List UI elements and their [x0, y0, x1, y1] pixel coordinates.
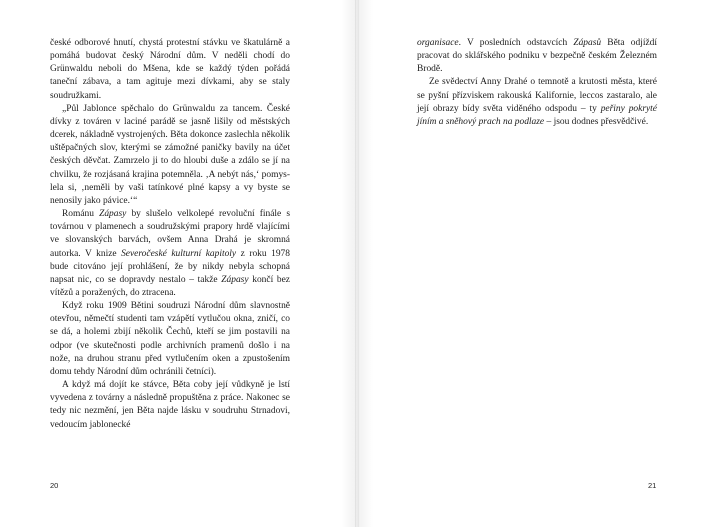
italic-text: peřiny pokryté jíním a sněhový prach na podlaze	[417, 103, 657, 127]
italic-text: organisace	[417, 38, 459, 48]
paragraph: „Půl Jablonce spěchalo do Grünwaldu za tancem. České dívky z továren v laciné parádě se jasně lišily od městských dcerek, nákladně vystrojených. Běta dokonce zaslechla několik uštěpačných slov, kterými se zámožné paničky bavily na účet českých děvčat. Zamrzelo ji to do hloubi duše a zdálo se jí na chvilku, že rozjásaná krajina potemněla. ‚A nebýt nás,‘ pomyslela si, ‚neměli by vaši tatínkové plné kapsy a vy byste se nenosily jako pávice.‘“	[50, 103, 290, 206]
paragraph: A když má dojít ke stávce, Běta coby její vůdkyně je lstí vyvedena z továrny a následně propuštěna z práce. Nakonec se tedy nic nezmění, jen Běta najde lásku v soudruhu Strnadovi, vedoucím jablonecké	[50, 380, 290, 430]
paragraph: české odborové hnutí, chystá protestní stávku ve škatulárně a pomáhá budovat český Národní dům. V neděli chodí do Grünwaldu neboli do Mšena, kde se každý týden pořádá taneční zábava, a tam agituje mezi dívkami, aby se staly soudružkami.	[50, 38, 290, 101]
left-page	[0, 0, 355, 527]
paragraph: organisace. V posledních odstavcích Zápasů Běta odjíždí pracovat do sklářského podniku v bezpečně českém Železném Brodě.	[417, 38, 657, 75]
paragraph: Ze svědectví Anny Drahé o temnotě a krutosti města, které se pyšní přízviskem rakouská Kalifornie, leccos zastaralo, ale její obrazy bídy světa viděného odspodu – ty peřiny pokryté jíním a sněhový prach na podlaze – jsou dodnes přesvědčivé.	[417, 77, 657, 127]
page-number: 20	[50, 481, 59, 490]
italic-text: Severočeské kulturní kapitoly	[121, 248, 237, 259]
paragraph: Románu Zápasy by slušelo velkolepé revoluční finále s továrnou v plamenech a soudružskými prapory hrdě vlajícími ve slovanských barvách, ovšem Anna Drahá je skromná autorka. V knize Severočeské kulturní kapitoly z roku 1978 bude citováno její prohlášení, že by nikdy nebyla schopná napsat nic, co se dopravdy nestalo – takže Zápasy končí bez vítězů a poražených, do ztracena.	[50, 209, 291, 298]
right-page-text	[417, 37, 657, 129]
page-number: 21	[648, 481, 657, 490]
left-page-text	[50, 37, 290, 432]
right-page	[359, 0, 714, 527]
italic-text: Zápasy	[221, 274, 249, 285]
italic-text: Zápasů	[573, 38, 602, 48]
page-shadow	[341, 0, 355, 527]
italic-text: Zápasy	[99, 209, 127, 220]
paragraph: Když roku 1909 Bětini soudruzi Národní dům slavnostně otevřou, němečtí studenti tam vzápětí vytlučou okna, zničí, co se dá, a holemi zbijí několik Čechů, kteří se jim postavili na odpor (ve skutečnosti podle archivních pramenů došlo i na nože, na druhou stranu před vytlučením oken a zpustošením domu tehdy Národní dům ochránili četníci).	[50, 301, 290, 377]
page-shadow	[359, 0, 373, 527]
